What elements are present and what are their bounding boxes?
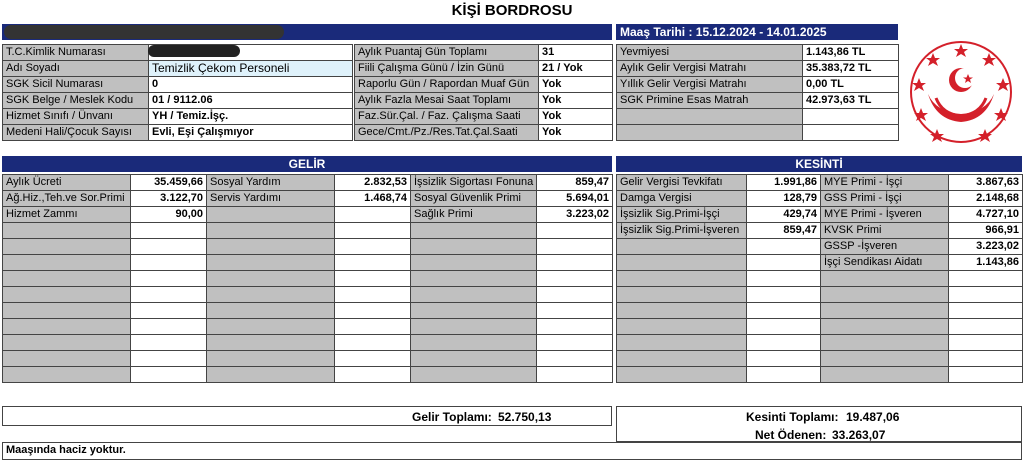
tax-value: 35.383,72 TL: [803, 61, 899, 77]
deduction-label-empty: [821, 351, 949, 367]
deduction-label-empty: [821, 287, 949, 303]
tax-row: [617, 125, 899, 141]
tax-value: 0,00 TL: [803, 77, 899, 93]
deduction-value-empty: [949, 319, 1023, 335]
tax-label: Yevmiyesi: [617, 45, 803, 61]
income-label-empty: [207, 239, 335, 255]
income-label-empty: [3, 239, 131, 255]
deduction-label-empty: [617, 351, 747, 367]
tax-label-empty: [617, 125, 803, 141]
income-label: Sosyal Güvenlik Primi: [411, 191, 537, 207]
income-label-empty: [3, 367, 131, 383]
income-label-empty: [411, 303, 537, 319]
income-value-empty: [335, 351, 411, 367]
income-value-empty: [131, 239, 207, 255]
income-row: [3, 303, 613, 319]
deduction-row: [617, 351, 1023, 367]
tax-row: [617, 93, 899, 109]
income-total-label: Gelir Toplamı:: [412, 410, 492, 424]
deduction-label-empty: [821, 319, 949, 335]
tax-label: Yıllık Gelir Vergisi Matrahı: [617, 77, 803, 93]
income-value: 3.223,02: [537, 207, 613, 223]
deduction-label-empty: [821, 271, 949, 287]
income-value-empty: [335, 271, 411, 287]
income-label: Ağ.Hiz.,Teh.ve Sor.Primi: [3, 191, 131, 207]
income-value-empty: [537, 287, 613, 303]
deduction-row: [617, 223, 1023, 239]
deduction-value: 1.991,86: [747, 175, 821, 191]
income-label-empty: [3, 351, 131, 367]
deduction-label: GSS Primi - İşçi: [821, 191, 949, 207]
deduction-label: KVSK Primi: [821, 223, 949, 239]
deduction-total-value: 19.487,06: [846, 410, 900, 424]
income-label-empty: [207, 319, 335, 335]
tax-row: [617, 77, 899, 93]
income-value-empty: [131, 255, 207, 271]
income-value-empty: [131, 303, 207, 319]
income-value-empty: [335, 223, 411, 239]
deduction-value: 3.867,63: [949, 175, 1023, 191]
income-label-empty: [207, 255, 335, 271]
deduction-value-empty: [747, 271, 821, 287]
personal-value: YH / Temiz.İşç.: [149, 109, 353, 125]
deduction-row: [617, 207, 1023, 223]
personal-row: [3, 77, 353, 93]
redacted-name: [4, 25, 284, 39]
tax-label: SGK Primine Esas Matrah: [617, 93, 803, 109]
tax-row: [617, 61, 899, 77]
attendance-row: [355, 93, 613, 109]
income-label-empty: [411, 351, 537, 367]
personal-info-table: [2, 44, 353, 141]
income-value-empty: [537, 351, 613, 367]
tax-value-empty: [803, 125, 899, 141]
income-row: [3, 271, 613, 287]
personal-value: 01 / 9112.06: [149, 93, 353, 109]
income-value-empty: [335, 319, 411, 335]
attendance-value: Yok: [539, 93, 613, 109]
income-row: [3, 223, 613, 239]
deduction-row: [617, 271, 1023, 287]
income-label-empty: [207, 223, 335, 239]
income-value-empty: [537, 303, 613, 319]
income-value-empty: [131, 287, 207, 303]
income-value-empty: [335, 207, 411, 223]
deduction-value-empty: [949, 271, 1023, 287]
deduction-value-empty: [747, 239, 821, 255]
income-label-empty: [411, 335, 537, 351]
deduction-label: İşsizlik Sig.Primi-İşçi: [617, 207, 747, 223]
deduction-value: 2.148,68: [949, 191, 1023, 207]
income-label-empty: [3, 319, 131, 335]
net-pay-label: Net Ödenen:: [755, 428, 827, 442]
tax-row: [617, 45, 899, 61]
attendance-label: Gece/Cmt./Pz./Res.Tat.Çal.Saati: [355, 125, 539, 141]
income-value: 859,47: [537, 175, 613, 191]
income-label-empty: [3, 271, 131, 287]
deduction-label-empty: [617, 335, 747, 351]
personal-label: T.C.Kimlik Numarası: [3, 45, 149, 61]
attendance-row: [355, 77, 613, 93]
attendance-row: [355, 109, 613, 125]
deduction-value-empty: [747, 351, 821, 367]
income-label-empty: [3, 303, 131, 319]
attendance-table: [354, 44, 613, 141]
deduction-row: [617, 239, 1023, 255]
deduction-row: [617, 335, 1023, 351]
income-label-empty: [411, 271, 537, 287]
attendance-value: 21 / Yok: [539, 61, 613, 77]
income-total-value: 52.750,13: [498, 410, 552, 424]
tax-table: [616, 44, 899, 141]
deduction-table: [616, 174, 1023, 383]
income-value-empty: [335, 335, 411, 351]
income-label-empty: [207, 367, 335, 383]
page-title: KİŞİ BORDROSU: [451, 2, 573, 19]
income-value-empty: [131, 271, 207, 287]
personal-label: Adı Soyadı: [3, 61, 149, 77]
income-value-empty: [537, 367, 613, 383]
personal-value: Temizlik Çekom Personeli: [149, 61, 353, 77]
deduction-value: 128,79: [747, 191, 821, 207]
attendance-label: Aylık Puantaj Gün Toplamı: [355, 45, 539, 61]
income-value-empty: [537, 239, 613, 255]
income-row: [3, 367, 613, 383]
personal-label: Medeni Hali/Çocuk Sayısı: [3, 125, 149, 141]
deduction-value-empty: [747, 367, 821, 383]
ministry-seal-logo: [906, 36, 1016, 148]
income-label-empty: [411, 287, 537, 303]
income-label-empty: [411, 319, 537, 335]
deduction-label: İşçi Sendikası Aidatı: [821, 255, 949, 271]
personal-row: [3, 93, 353, 109]
income-value: 35.459,66: [131, 175, 207, 191]
deduction-label: GSSP -İşveren: [821, 239, 949, 255]
income-header: GELİR: [2, 156, 612, 172]
income-value: 2.832,53: [335, 175, 411, 191]
income-row: [3, 175, 613, 191]
tax-value-empty: [803, 109, 899, 125]
deduction-label-empty: [617, 319, 747, 335]
attendance-label: Raporlu Gün / Rapordan Muaf Gün: [355, 77, 539, 93]
income-label: İşsizlik Sigortası Fonuna: [411, 175, 537, 191]
deduction-label-empty: [821, 367, 949, 383]
income-value-empty: [131, 319, 207, 335]
attendance-value: Yok: [539, 109, 613, 125]
attendance-label: Faz.Sür.Çal. / Faz. Çalışma Saati: [355, 109, 539, 125]
deduction-row: [617, 367, 1023, 383]
deduction-value-empty: [747, 287, 821, 303]
income-label-empty: [207, 287, 335, 303]
deduction-value: 4.727,10: [949, 207, 1023, 223]
income-value-empty: [537, 223, 613, 239]
deduction-value: 429,74: [747, 207, 821, 223]
income-value-empty: [335, 303, 411, 319]
deduction-label-empty: [617, 271, 747, 287]
income-label-empty: [411, 255, 537, 271]
attendance-value: 31: [539, 45, 613, 61]
personal-row: [3, 125, 353, 141]
attendance-row: [355, 61, 613, 77]
income-row: [3, 319, 613, 335]
personal-label: SGK Belge / Meslek Kodu: [3, 93, 149, 109]
income-value: 3.122,70: [131, 191, 207, 207]
income-value: 90,00: [131, 207, 207, 223]
deduction-label-empty: [617, 239, 747, 255]
income-label: Hizmet Zammı: [3, 207, 131, 223]
income-value-empty: [537, 255, 613, 271]
tax-label-empty: [617, 109, 803, 125]
income-row: [3, 287, 613, 303]
deduction-value-empty: [747, 319, 821, 335]
tax-value: 42.973,63 TL: [803, 93, 899, 109]
personal-value: 0: [149, 77, 353, 93]
deduction-row: [617, 303, 1023, 319]
personal-row: [3, 109, 353, 125]
tax-label: Aylık Gelir Vergisi Matrahı: [617, 61, 803, 77]
income-label-empty: [207, 271, 335, 287]
deduction-label: MYE Primi - İşçi: [821, 175, 949, 191]
deduction-total-label: Kesinti Toplamı:: [746, 410, 839, 424]
deduction-value-empty: [949, 335, 1023, 351]
income-value-empty: [335, 239, 411, 255]
income-label-empty: [207, 207, 335, 223]
income-label-empty: [411, 223, 537, 239]
deduction-header: KESİNTİ: [616, 156, 1022, 172]
personal-label: SGK Sicil Numarası: [3, 77, 149, 93]
income-label-empty: [207, 335, 335, 351]
personal-value: Evli, Eşi Çalışmıyor: [149, 125, 353, 141]
income-label: Sağlık Primi: [411, 207, 537, 223]
deduction-row: [617, 287, 1023, 303]
deduction-value-empty: [747, 335, 821, 351]
deduction-value-empty: [949, 367, 1023, 383]
income-label: Sosyal Yardım: [207, 175, 335, 191]
income-label-empty: [411, 367, 537, 383]
deduction-row: [617, 175, 1023, 191]
attendance-value: Yok: [539, 125, 613, 141]
deduction-row: [617, 255, 1023, 271]
income-value-empty: [131, 351, 207, 367]
personal-row: [3, 61, 353, 77]
income-value-empty: [537, 335, 613, 351]
period-header: Maaş Tarihi : 15.12.2024 - 14.01.2025: [616, 24, 898, 40]
income-row: [3, 335, 613, 351]
deduction-value: 3.223,02: [949, 239, 1023, 255]
deduction-value: 859,47: [747, 223, 821, 239]
income-value-empty: [131, 223, 207, 239]
income-value-empty: [537, 271, 613, 287]
income-label: Servis Yardımı: [207, 191, 335, 207]
deduction-value: 1.143,86: [949, 255, 1023, 271]
income-value-empty: [335, 367, 411, 383]
attendance-row: [355, 125, 613, 141]
deduction-label: İşsizlik Sig.Primi-İşveren: [617, 223, 747, 239]
attendance-label: Fiili Çalışma Günü / İzin Günü: [355, 61, 539, 77]
deduction-value-empty: [949, 351, 1023, 367]
deduction-value-empty: [949, 303, 1023, 319]
deduction-label-empty: [821, 335, 949, 351]
deduction-value: 966,91: [949, 223, 1023, 239]
income-label: Aylık Ücreti: [3, 175, 131, 191]
note-box: [2, 442, 1022, 460]
deduction-label: MYE Primi - İşveren: [821, 207, 949, 223]
tax-row: [617, 109, 899, 125]
deduction-value-empty: [747, 303, 821, 319]
income-row: [3, 207, 613, 223]
income-row: [3, 351, 613, 367]
deduction-label-empty: [617, 367, 747, 383]
tax-value: 1.143,86 TL: [803, 45, 899, 61]
deduction-value-empty: [949, 287, 1023, 303]
income-table: [2, 174, 613, 383]
redacted-id: [148, 45, 240, 57]
attendance-row: [355, 45, 613, 61]
income-row: [3, 191, 613, 207]
income-value-empty: [131, 335, 207, 351]
garnishment-note: Maaşında haciz yoktur.: [6, 444, 126, 456]
deduction-label: Gelir Vergisi Tevkifatı: [617, 175, 747, 191]
income-value-empty: [537, 319, 613, 335]
income-value-empty: [335, 287, 411, 303]
income-value-empty: [335, 255, 411, 271]
income-row: [3, 239, 613, 255]
income-value-empty: [131, 367, 207, 383]
deduction-label-empty: [821, 303, 949, 319]
deduction-label: Damga Vergisi: [617, 191, 747, 207]
deduction-row: [617, 191, 1023, 207]
deduction-label-empty: [617, 287, 747, 303]
personal-label: Hizmet Sınıfı / Ünvanı: [3, 109, 149, 125]
income-row: [3, 255, 613, 271]
net-pay-value: 33.263,07: [832, 428, 886, 442]
deduction-label-empty: [617, 255, 747, 271]
attendance-label: Aylık Fazla Mesai Saat Toplamı: [355, 93, 539, 109]
income-label-empty: [3, 287, 131, 303]
income-value: 1.468,74: [335, 191, 411, 207]
income-label-empty: [207, 351, 335, 367]
deduction-row: [617, 319, 1023, 335]
income-label-empty: [3, 255, 131, 271]
income-label-empty: [3, 223, 131, 239]
attendance-value: Yok: [539, 77, 613, 93]
deduction-value-empty: [747, 255, 821, 271]
income-label-empty: [411, 239, 537, 255]
income-label-empty: [207, 303, 335, 319]
income-value: 5.694,01: [537, 191, 613, 207]
income-label-empty: [3, 335, 131, 351]
deduction-label-empty: [617, 303, 747, 319]
